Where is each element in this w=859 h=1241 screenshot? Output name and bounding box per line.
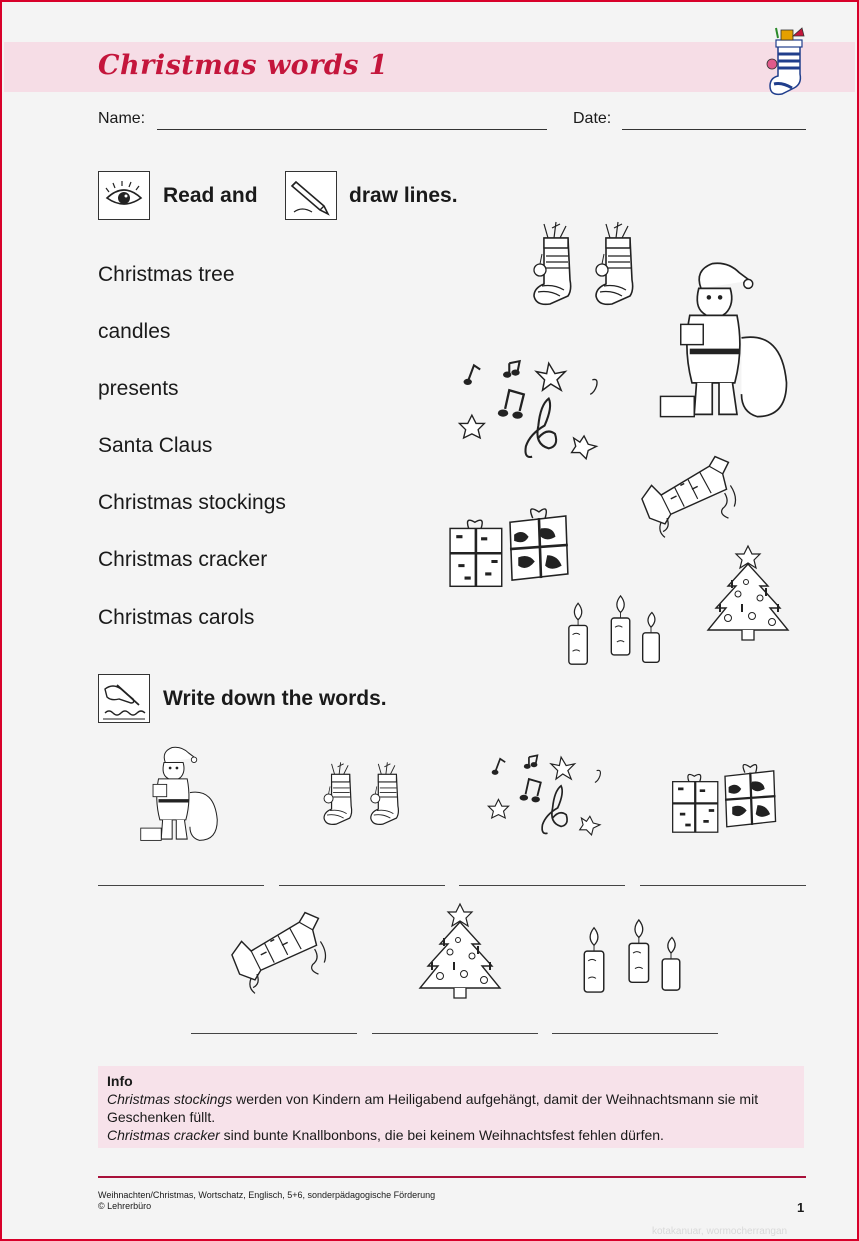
info-term-stockings: Christmas stockings <box>107 1091 233 1107</box>
task2-instruction: Write down the words. <box>163 687 387 710</box>
name-input-line[interactable] <box>157 129 547 130</box>
footer-line-1: Weihnachten/Christmas, Wortschatz, Englisch, 5+6, sonderpädagogische Förderung <box>98 1190 436 1200</box>
tree-illustration[interactable] <box>706 544 790 642</box>
carols-illustration[interactable] <box>456 357 602 465</box>
name-label: Name: <box>98 110 146 127</box>
candles-illustration[interactable] <box>560 594 670 666</box>
info-line-2-rest: sind bunte Knallbonbons, die bei keinem Weihnachtsfest fehlen dürfen. <box>219 1127 664 1143</box>
info-line-1 <box>107 1090 795 1126</box>
eye-icon <box>98 171 150 220</box>
info-line-2 <box>107 1126 795 1144</box>
word-christmas-carols: Christmas carols <box>98 606 255 629</box>
write-line-5[interactable] <box>191 1033 357 1034</box>
stockings-small-illustration <box>318 750 416 844</box>
candles-small-illustration <box>578 918 688 994</box>
stockings-illustration[interactable] <box>526 208 656 328</box>
page-number: 1 <box>797 1200 805 1215</box>
date-label: Date: <box>573 110 612 127</box>
task1-read-and: Read and <box>163 184 258 207</box>
write-line-4[interactable] <box>640 885 806 886</box>
write-line-2[interactable] <box>279 885 445 886</box>
word-presents: presents <box>98 377 179 400</box>
word-candles: candles <box>98 320 171 343</box>
info-box <box>98 1066 804 1148</box>
write-line-6[interactable] <box>372 1033 538 1034</box>
footer-text <box>98 1190 435 1212</box>
tree-small-illustration <box>418 902 502 1000</box>
write-line-7[interactable] <box>552 1033 718 1034</box>
write-line-3[interactable] <box>459 885 625 886</box>
presents-illustration[interactable] <box>448 502 572 590</box>
word-christmas-tree: Christmas tree <box>98 263 235 286</box>
footer-rule <box>98 1176 806 1178</box>
footer-line-2: © Lehrerbüro <box>98 1201 152 1211</box>
task1-draw-lines: draw lines. <box>349 184 458 207</box>
presents-small-illustration <box>670 760 780 834</box>
date-input-line[interactable] <box>622 129 806 130</box>
word-christmas-stockings: Christmas stockings <box>98 491 286 514</box>
word-santa-claus: Santa Claus <box>98 434 213 457</box>
cracker-small-illustration <box>230 906 330 998</box>
write-line-1[interactable] <box>98 885 264 886</box>
santa-illustration[interactable] <box>656 256 791 431</box>
pencil-icon <box>285 171 337 220</box>
page-title: Christmas words 1 <box>98 50 389 81</box>
writing-hand-icon <box>98 674 150 723</box>
info-term-cracker: Christmas cracker <box>107 1127 220 1143</box>
santa-small-illustration <box>138 742 220 850</box>
watermark: kotakanuar, wormocherrangan <box>652 1226 788 1237</box>
cracker-illustration[interactable] <box>640 450 740 542</box>
carols-small-illustration <box>486 752 604 840</box>
info-line-1-rest: werden von Kindern am Heiligabend aufgehängt, damit der Weihnachtsmann sie mit Geschenken füllt. <box>107 1091 759 1125</box>
christmas-stocking-icon <box>764 26 812 100</box>
word-christmas-cracker: Christmas cracker <box>98 548 268 571</box>
info-heading: Info <box>107 1073 133 1089</box>
